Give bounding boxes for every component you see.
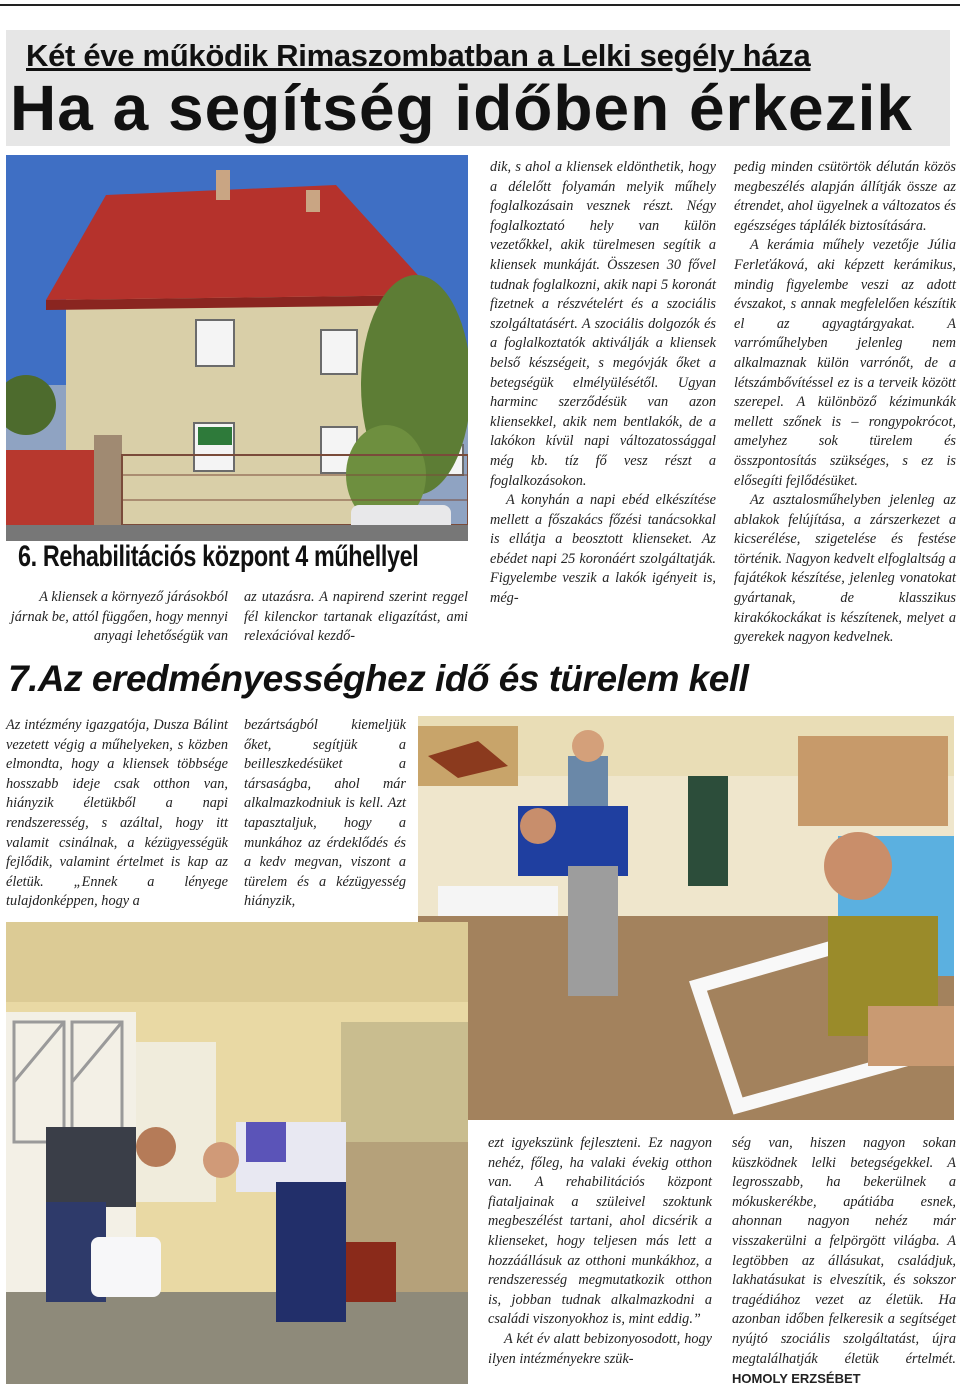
- section-7-col2: bezártságból kiemeljük őket, segítjük a beilleszkedésüket a társaságba, ahol már alkalmazkodniuk is kell. Azt tapasztaljuk, hogy a munkához az érdeklődés és a kedv megvan, viszont a türelem és a kézügyesség hiányzik,: [244, 717, 406, 910]
- workshop-photo: [418, 716, 954, 1120]
- section-6-col2: az utazásra. A napirend szerint reggel fél kilenckor tartanak eligazítást, ami relexációval kezdő-: [244, 589, 468, 645]
- bottom-col2-paragraph: [732, 1134, 956, 1390]
- section-6-col1: A kliensek a környező járásokból járnak be, attól függően, hogy mennyi anyagi lehetőségük van: [10, 589, 228, 645]
- col3-paragraph-1: dik, s ahol a kliensek eldönthetik, hogy a délelőtt folyamán melyik műhely foglalkozásain vesznek részt. Négy foglalkoztató hely van külön vezetőkkel, akik türelmesen segítik a kliensek munkáját. Összesen 30 fővel tudnak foglalkozni, akik napi 5 koronát fizetnek a részvételért és a szociális szolgáltatásért. A szociális dolgozók és a foglalkoztatók aktiválják a kliensek belső készségeit, s megóvják őket a betegségük elmélyülésétől. Ugyan harminc szerződésük van azon kliensekkel, akik nem bentlakók, de a lakókon kívül napi változatossággal még kb. tíz fő vesz részt a foglalkozásokon.: [490, 159, 716, 489]
- bottom-col1-paragraph-2: A két év alatt bebizonyosodott, hogy ilyen intézményekre szük-: [488, 1330, 712, 1367]
- col4-paragraph-1: pedig minden csütörtök délután közös megbeszélés alapján állítják össze az étrendet, ahol ügyelnek a változatos és egészséges táplálék biztosítására.: [734, 159, 956, 234]
- house-photo: [6, 155, 468, 541]
- kicker: Két éve működik Rimaszombatban a Lelki segély háza: [26, 38, 811, 73]
- col3-text: [490, 158, 716, 609]
- headline: Ha a segítség időben érkezik: [10, 72, 913, 144]
- top-rule: [0, 4, 960, 6]
- author-byline: HOMOLY ERZSÉBET: [732, 1371, 861, 1387]
- col4-paragraph-3: Az asztalosműhelyben jelenleg az ablakok felújítása, a zárszerkezet a kicserélése, szigetelése és festése történik. Nagyon kedvelt elfoglaltság a fajátékok készítése, jelenleg vonatokat gyártanak, de klasszikus kirakókockákat is készítenek, melyet a gyerekek nagyon kedvelnek.: [734, 492, 956, 646]
- bottom-col1: [488, 1134, 712, 1369]
- painting-photo: [6, 922, 468, 1384]
- section-7-col1: Az intézmény igazgatója, Dusza Bálint vezetett végig a műhelyeken, s közben elmondta, hogy a kliensek többsége hosszabb ideje csak otthon van, hiányzik életükből a napi rendszeresség, s azáltal, hogy itt valamit csinálnak, a kézügyességük fejlődik, valamint értelmet is kap az életük. „Ennek a lényege tulajdonképpen, hogy a: [6, 717, 228, 910]
- bottom-col1-paragraph-1: ezt igyekszünk fejleszteni. Ez nagyon nehéz, főleg, ha valaki évekig otthon van. A rehabilitációs központ fiataljainak a szüleivel szoktunk megbeszélést tartani, ahol dicsérik a klienseket, hogy teljesen más lett a hozzáállásuk az otthoni munkákhoz, a rendszeresség megmutatkozik otthon is, jobban tudnak alkalmazkodni a családi viszonyokhoz is, mint eddig.”: [488, 1135, 712, 1328]
- section-6-title: 6. Rehabilitációs központ 4 műhellyel: [18, 540, 419, 573]
- col4-paragraph-2: A kerámia műhely vezetője Júlia Ferleťáková, aki képzett kerámikus, mindig figyelembe veszi az adott évszakot, s annak megfelelően készítik el az agyagtárgyakat. A varróműhelyben jelenleg nem alkalmaznak külön varrónőt, de a létszámbővítéssel ez is a terveik között szerepel. A különböző kézimunkák mellett szőnek is – rongypokrócot, amelyhez sok türelem és összpontosítás szükséges, s ez is elősegíti fejlődésüket.: [734, 237, 956, 489]
- bottom-col2-text: ség van, hiszen nagyon sokan küszködnek lelki betegségekkel. A legrosszabb, ha bekerülnek a mókuskerékbe, apátiába esnek, ahonnan nagyon nehéz már visszakerülni a felpörgött világba. A legtöbben az állásukat, családjuk, lakhatásukat is elveszítik, és sokszor tragédiához vezet az életük. Ha azonban időben felkeresik a segítséget nyújtó szociális szolgáltatást, újra megtalálhatják életük értelmét.: [732, 1135, 956, 1367]
- section-7-title: 7.Az eredményességhez idő és türelem kell: [8, 658, 749, 699]
- col4-text: [734, 158, 956, 648]
- bottom-col2: [732, 1134, 956, 1390]
- col3-paragraph-2: A konyhán a napi ebéd elkészítése mellett a főszakács főzési tanácsokkal is ellátja a beosztott klienseket. Az ebédet napi 25 koronáért szolgáltatják. Figyelembe veszik a lakók igényeit is, még-: [490, 492, 716, 607]
